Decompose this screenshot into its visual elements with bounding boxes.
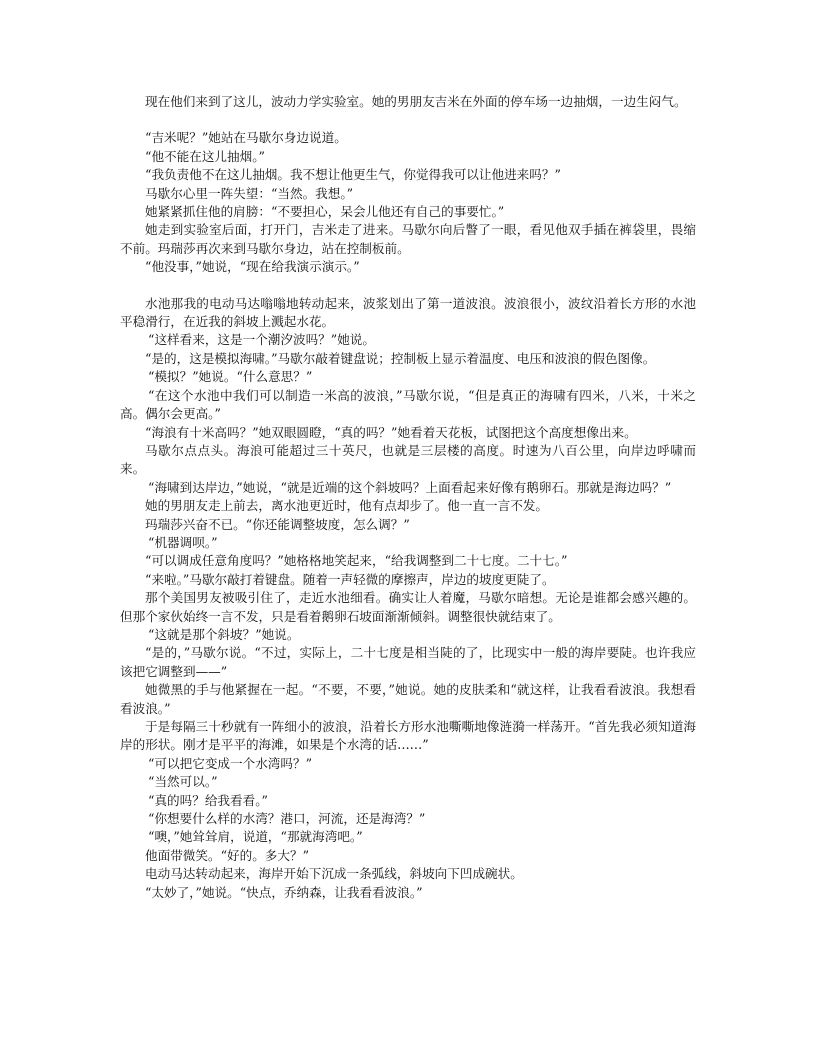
paragraph: “模拟？”她说。“什么意思？”: [148, 369, 313, 385]
paragraph: 于是每隔三十秒就有一阵细小的波浪，沿着长方形水池嘶嘶地像涟漪一样荡开。“首先我必须知道海岸的形状。刚才是平平的海滩，如果是个水湾的话……”: [120, 719, 696, 753]
paragraph: 她走到实验室后面，打开门，吉米走了进来。马歇尔向后瞥了一眼，看见他双手插在裤袋里，畏缩不前。玛瑞莎再次来到马歇尔身边，站在控制板前。: [120, 222, 696, 256]
paragraph: “真的吗？给我看看。”: [148, 792, 268, 808]
paragraph: “机器调呗。”: [148, 534, 218, 550]
paragraph: 水池那我的电动马达嗡嗡地转动起来，波浆划出了第一道波浪。波浪很小，波纹沿着长方形的水池平稳滑行，在近我的斜坡上溅起水花。: [120, 295, 696, 330]
paragraph: 马歇尔点点头。海浪可能超过三十英尺，也就是三层楼的高度。时速为八百公里，向岸边呼啸而来。: [120, 442, 696, 477]
paragraph: “你想要什么样的水湾？港口，河流，还是海湾？”: [148, 811, 426, 827]
paragraph: 现在他们来到了这儿，波动力学实验室。她的男朋友吉米在外面的停车场一边抽烟，一边生闷气。: [145, 94, 687, 109]
paragraph: “来啦。”马歇尔敲打着键盘。随着一声轻微的摩擦声，岸边的坡度更陡了。: [145, 571, 555, 587]
paragraph: “可以把它变成一个水湾吗？”: [148, 755, 313, 771]
paragraph: “吉米呢？”她站在马歇尔身边说道。: [145, 130, 347, 146]
paragraph: “海浪有十米高吗？”她双眼圆瞪，“真的吗？”她看着天花板，试图把这个高度想像出来。: [145, 424, 637, 440]
paragraph: “这就是那个斜坡？”她说。: [148, 626, 300, 642]
paragraph: “他没事，”她说，“现在给我演示演示。”: [145, 259, 360, 275]
paragraph: “是的，”马歇尔说。“不过，实际上，二十七度是相当陡的了，比现实中一般的海岸要陡。也许我应该把它调整到——”: [120, 645, 696, 679]
paragraph: “噢，”她耸耸肩，说道，“那就海湾吧。”: [148, 829, 363, 845]
paragraph: “海啸到达岸边，”她说，“就是近端的这个斜坡吗？上面看起来好像有鹅卵石。那就是海边吗？”: [148, 479, 672, 495]
document-page: [120, 93, 696, 902]
paragraph-gap: [120, 277, 696, 295]
paragraph: 那个美国男友被吸引住了，走近水池细看。确实让人着魔，马歇尔暗想。无论是谁都会感兴趣的。但那个家伙始终一言不发，只是看着鹅卵石坡面渐渐倾斜。调整很快就结束了。: [120, 590, 696, 624]
paragraph: 马歇尔心里一阵失望：“当然。我想。”: [145, 185, 354, 201]
paragraph: “当然可以。”: [148, 774, 218, 790]
paragraph: “他不能在这儿抽烟。”: [145, 148, 265, 164]
paragraph-gap: [120, 111, 696, 129]
paragraph: 电动马达转动起来，海岸开始下沉成一条弧线，斜坡向下凹成碗状。: [145, 866, 523, 882]
paragraph: 玛瑞莎兴奋不已。“你还能调整坡度，怎么调？”: [145, 516, 410, 532]
paragraph: 她微黑的手与他紧握在一起。“不要，不要，”她说。她的皮肤柔和“就这样，让我看看波浪。我想看看波浪。”: [120, 682, 696, 716]
paragraph: “是的，这是模拟海啸。”马歇尔敲着键盘说；控制板上显示着温度、电压和波浪的假色图像。: [145, 350, 656, 366]
paragraph: 他面带微笑。“好的。多大？”: [145, 847, 310, 863]
paragraph: “太妙了，”她说。“快点，乔纳森，让我看看波浪。”: [145, 884, 423, 900]
paragraph: “我负责他不在这儿抽烟。我不想让他更生气，你觉得我可以让他进来吗？”: [145, 167, 561, 183]
paragraph: “这样看来，这是一个潮汐波吗？”她说。: [148, 332, 375, 348]
paragraph: “可以调成任意角度吗？”她格格地笑起来，“给我调整到二十七度。二十七。”: [145, 553, 568, 569]
paragraph: 她的男朋友走上前去，离水池更近时，他有点却步了。他一直一言不发。: [145, 498, 548, 514]
paragraph: 她紧紧抓住他的肩膀：“不要担心，呆会儿他还有自己的事要忙。”: [145, 204, 505, 220]
paragraph: “在这个水池中我们可以制造一米高的波浪，”马歇尔说，“但是真正的海啸有四米，八米，十米之高。偶尔会更高。”: [120, 387, 696, 422]
